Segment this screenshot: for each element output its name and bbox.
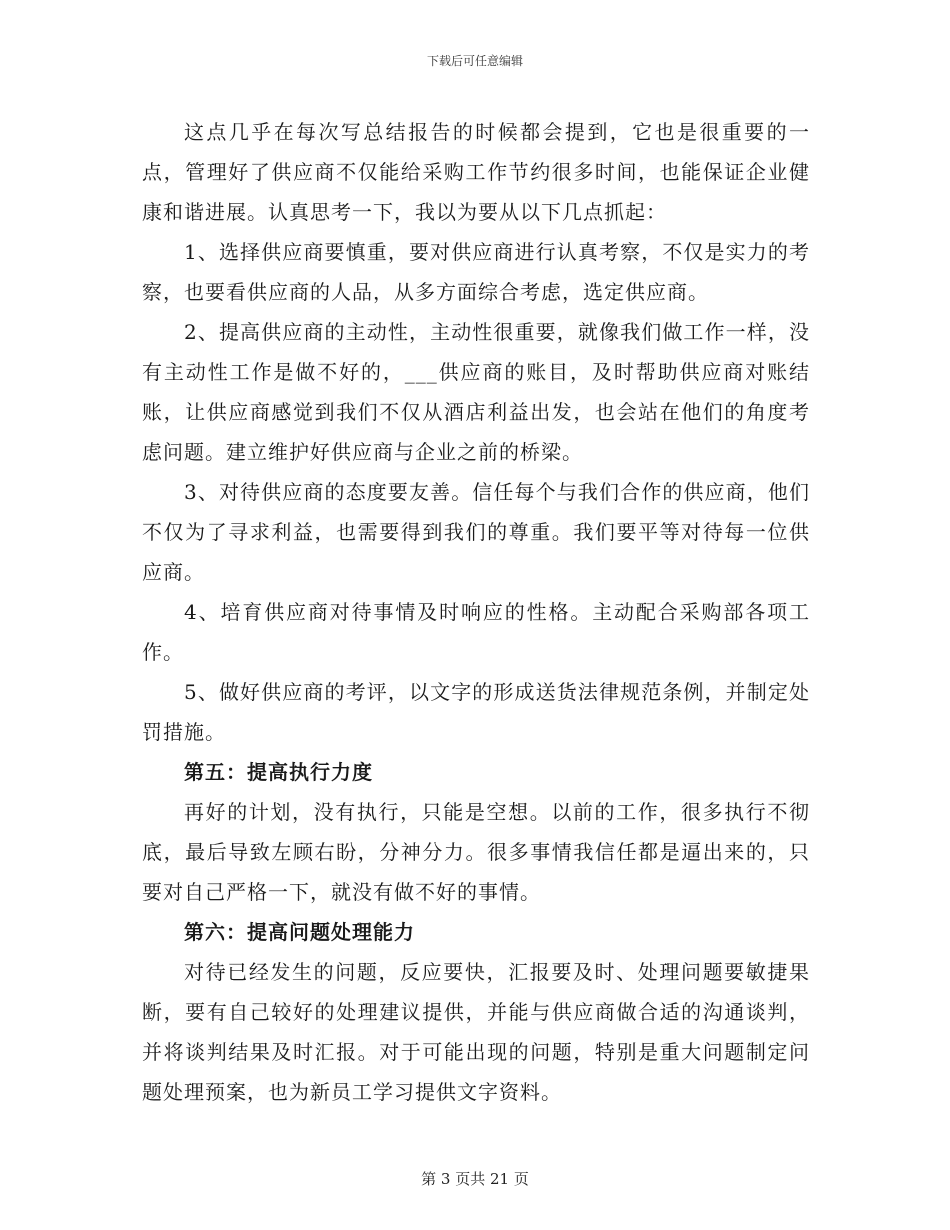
paragraph-problem-handling: 对待已经发生的问题，反应要快，汇报要及时、处理问题要敏捷果断，要有自己较好的处理建议提供，并能与供应商做合适的沟通谈判，并将谈判结果及时汇报。对于可能出现的问题，特别是重大问题制定问题处理预案，也为新员工学习提供文字资料。 (142, 960, 810, 1104)
page-footer: 第 3 页共 21 页 (421, 1170, 529, 1188)
page-header: 下载后可任意编辑 (426, 54, 523, 68)
paragraph-item-1: 1、选择供应商要慎重，要对供应商进行认真考察，不仅是实力的考察，也要看供应商的人品，从多方面综合考虑，选定供应商。 (142, 240, 810, 304)
paragraph-item-2: 2、提高供应商的主动性，主动性很重要，就像我们做工作一样，没有主动性工作是做不好的，___供应商的账目，及时帮助供应商对账结账，让供应商感觉到我们不仅从酒店利益出发，也会站在他们的角度考虑问题。建立维护好供应商与企业之前的桥梁。 (142, 320, 810, 464)
paragraph-intro: 这点几乎在每次写总结报告的时候都会提到，它也是很重要的一点，管理好了供应商不仅能给采购工作节约很多时间，也能保证企业健康和谐进展。认真思考一下，我以为要从以下几点抓起： (142, 120, 810, 224)
paragraph-item-3: 3、对待供应商的态度要友善。信任每个与我们合作的供应商，他们不仅为了寻求利益，也需要得到我们的尊重。我们要平等对待每一位供应商。 (142, 480, 810, 584)
section-heading-5: 第五：提高执行力度 (184, 760, 373, 784)
section-heading-6: 第六：提高问题处理能力 (184, 920, 415, 944)
paragraph-item-5: 5、做好供应商的考评，以文字的形成送货法律规范条例，并制定处罚措施。 (142, 680, 810, 744)
paragraph-execution: 再好的计划，没有执行，只能是空想。以前的工作，很多执行不彻底，最后导致左顾右盼，分神分力。很多事情我信任都是逼出来的，只要对自己严格一下，就没有做不好的事情。 (142, 800, 810, 904)
document-body (142, 112, 810, 1112)
paragraph-item-4: 4、培育供应商对待事情及时响应的性格。主动配合采购部各项工作。 (142, 600, 810, 664)
